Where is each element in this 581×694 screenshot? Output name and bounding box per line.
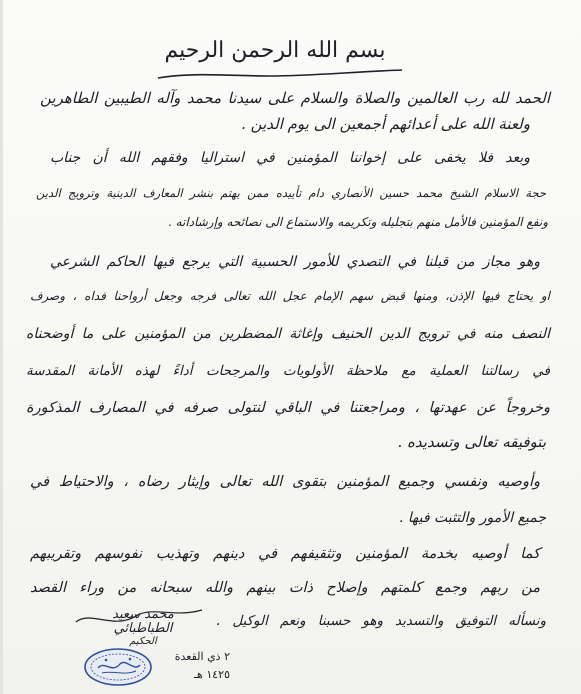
letter-line-7: او يحتاج فيها الإذن، ومنها قبض سهم الإمام عجل الله تعالى فرجه وجعل أرواحنا فداه ، وصرف bbox=[30, 289, 550, 303]
letter-line-4: حجة الاسلام الشيخ محمد حسين الأنصاري دام تأييده ممن يهتم بنشر المعارف الدينية وترويج الدين bbox=[36, 186, 546, 200]
letter-line-12: وأوصيه ونفسي وجميع المؤمنين بتقوى الله تعالى وإيثار رضاه ، والاحتياط في bbox=[30, 474, 540, 490]
signature-name: محمد سعيد الطباطبائي bbox=[112, 607, 174, 636]
letter-line-10: وخروجاً عن عهدتها ، ومراجعتنا في الباقي لنتولى صرفه في المصارف المذكورة bbox=[26, 400, 550, 416]
date-hijri-year: ١٤٢٥ هـ bbox=[193, 668, 230, 681]
letter-line-13: جميع الأمور والتثبت فيها . bbox=[398, 510, 546, 526]
letter-line-5: ونفع المؤمنين فالأمل منهم بتجليله وتكريمه والاستماع الى نصائحه وإرشاداته . bbox=[167, 215, 548, 229]
paper-edge bbox=[0, 0, 3, 694]
letter-line-16: ونسأله التوفيق والتسديد وهو حسبنا ونعم الوكيل . bbox=[216, 613, 546, 629]
letter-line-2: ولعنة الله على أعدائهم أجمعين الى يوم الدين . bbox=[241, 115, 530, 133]
letter-line-3: وبعد فلا يخفى على إخواننا المؤمنين في استراليا وفقهم الله أن جناب bbox=[50, 150, 530, 166]
official-seal bbox=[82, 646, 154, 688]
signature-subtitle: الحكيم bbox=[129, 636, 157, 647]
letter-line-1: الحمد لله رب العالمين والصلاة والسلام على سيدنا محمد وآله الطيبين الطاهرين bbox=[40, 89, 550, 107]
letter-line-15: من ربهم وجمع كلمتهم وإصلاح ذات بينهم والله سبحانه من وراء القصد bbox=[30, 580, 540, 596]
letter-line-8: النصف منه في ترويج الدين الحنيف وإغاثة المضطرين من المؤمنين على ما أوضحناه bbox=[26, 326, 550, 342]
date-hijri-day: ٢ ذي القعدة bbox=[174, 650, 230, 663]
letter-line-6: وهو مجاز من قبلنا في التصدي للأمور الحسبية التي يرجع فيها الحاكم الشرعي bbox=[50, 254, 540, 270]
basmala: بسم الله الرحمن الرحيم bbox=[164, 38, 386, 63]
letter-line-11: بتوفيقه تعالى وتسديده . bbox=[397, 433, 546, 451]
letter-line-14: كما أوصيه بخدمة المؤمنين وتثقيفهم في دينهم وتهذيب نفوسهم وتقريبهم bbox=[30, 546, 540, 562]
letter-line-9: في رسالتنا العملية مع ملاحظة الأولويات والمرجحات أداءً لهذه الأمانة المقدسة bbox=[26, 363, 550, 379]
signature bbox=[88, 608, 198, 648]
